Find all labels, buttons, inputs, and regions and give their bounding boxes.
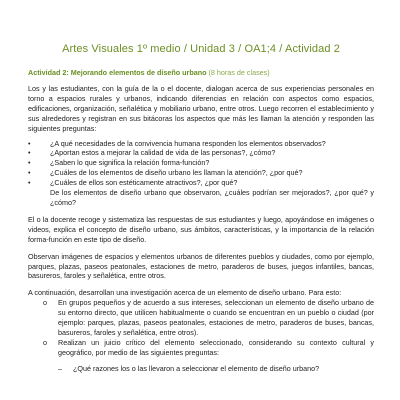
list-item: • ¿Aportan estos a mejorar la calidad de vida de las personas?, ¿cómo? xyxy=(28,148,276,158)
list-item: • ¿Cuáles de ellos son estéticamente atractivos?, ¿por qué? xyxy=(28,178,238,188)
activity-hours: (8 horas de clases) xyxy=(208,68,270,77)
steps-list xyxy=(28,298,374,357)
page-header: Artes Visuales 1º medio / Unidad 3 / OA1;4 / Actividad 2 xyxy=(62,43,340,55)
activity-label: Actividad 2: Mejorando elementos de diseño urbano xyxy=(28,68,207,77)
list-item-continuation: De los elementos de diseño urbano que observaron, ¿cuáles podrían ser mejorados?, ¿por qué? y ¿cómo? xyxy=(50,188,374,207)
activity-title xyxy=(28,68,374,77)
paragraph-investigacion: A continuación, desarrollan una investigación acerca de un elemento de diseño urbano. Para esto: xyxy=(28,288,342,298)
list-item: • ¿Saben lo que significa la relación forma-función? xyxy=(28,158,210,168)
list-item: o Realizan un juicio crítico del elemento seleccionado, considerando su contexto cultural y geográfico, por medio de las siguientes preguntas: xyxy=(43,337,374,357)
paragraph-imagenes: Observan imágenes de espacios y elementos urbanos de diferentes pueblos y ciudades, como por ejemplo, parques, plazas, paseos peatonales, estaciones de metro, paraderos de buses, juegos infantiles, bancas, basureros, faroles y señalética, entre otros. xyxy=(28,251,374,281)
list-item: • ¿Cuáles de los elementos de diseño urbano les llaman la atención?, ¿por qué? xyxy=(28,168,303,178)
list-item: • ¿A qué necesidades de la convivencia humana responden los elementos observados? xyxy=(28,138,326,148)
list-item: o En grupos pequeños y de acuerdo a sus intereses, seleccionan un elemento de diseño urbano de su entorno directo, que utilicen habitualmente o cuando se encuentran en un pueblo o ciudad (por ejemplo: parques, plazas, paseos peatonales, estaciones de metro, paraderos de buses, bancas, basureros, faroles y señalética, entre otros). xyxy=(43,298,374,337)
sub-question: – ¿Qué razones los o las llevaron a seleccionar el elemento de diseño urbano? xyxy=(58,363,320,373)
paragraph-docente: El o la docente recoge y sistematiza las respuestas de sus estudiantes y luego, apoyándose en imágenes o videos, explica el concepto de diseño urbano, sus ámbitos, características, y la importancia de la relación forma-función en este tipo de diseño. xyxy=(28,214,374,244)
question-list xyxy=(28,139,374,208)
intro-paragraph: Los y las estudiantes, con la guía de la o el docente, dialogan acerca de sus experiencias personales en torno a espacios rurales y urbanos, indicando diferencias en relación con aspectos como espacios, edificaciones, organización, señalética y mobiliario urbano, entre otros. Luego recorren el establecimiento y sus alrededores y registran en sus bitácoras los aspectos que más les llaman la atención y responden las siguientes preguntas: xyxy=(28,84,374,133)
